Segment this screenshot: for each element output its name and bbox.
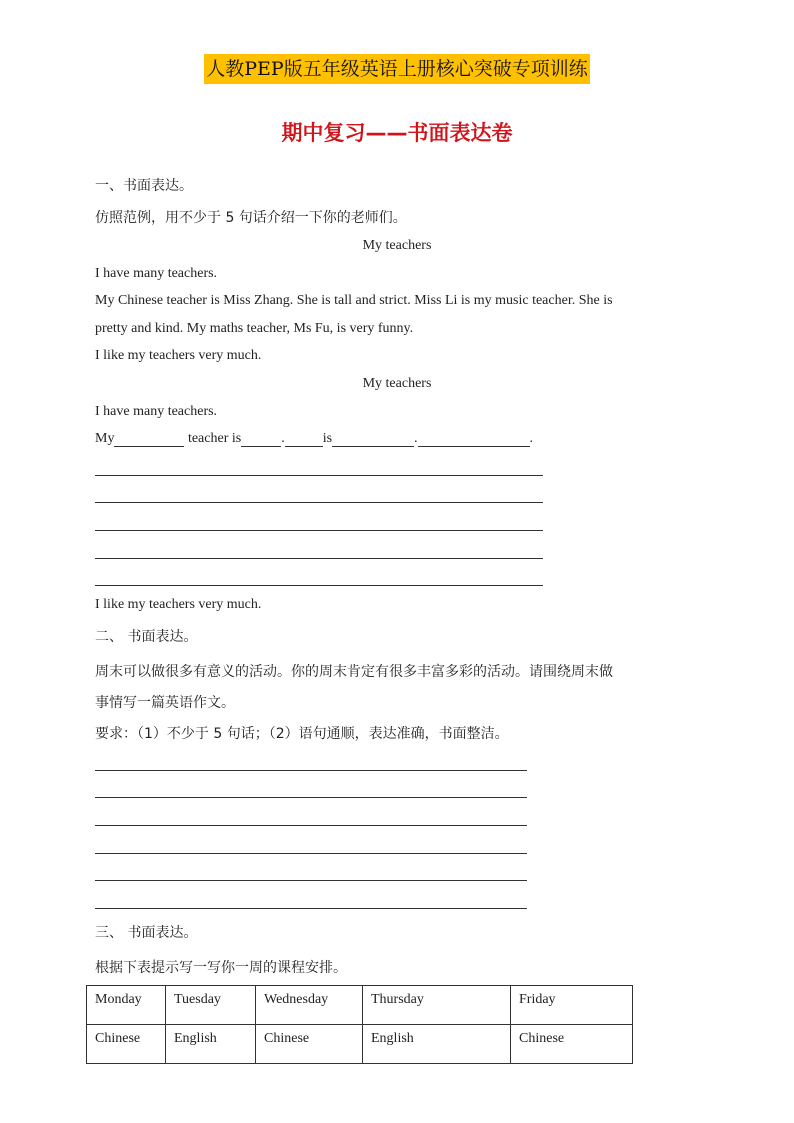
- writing-line[interactable]: [95, 880, 527, 881]
- example-line: I have many teachers.: [95, 266, 218, 281]
- task-first-line: I have many teachers.: [95, 404, 218, 419]
- task-last-line: I like my teachers very much.: [95, 597, 262, 612]
- section2-heading: 二、 书面表达。: [95, 629, 198, 645]
- writing-line[interactable]: [95, 770, 527, 771]
- table-header-row: [87, 986, 633, 1025]
- writing-line[interactable]: [95, 475, 543, 476]
- fill-blank[interactable]: [418, 432, 530, 447]
- writing-line[interactable]: [95, 797, 527, 798]
- table-row: [87, 1025, 633, 1064]
- task-title: My teachers: [362, 376, 432, 391]
- prompt-word: teacher is: [187, 431, 242, 446]
- table-cell: Chinese: [511, 1025, 633, 1064]
- fill-blank[interactable]: [285, 432, 323, 447]
- page-title: 期中复习——书面表达卷: [281, 121, 513, 145]
- fill-blank[interactable]: [241, 432, 281, 447]
- writing-line[interactable]: [95, 853, 527, 854]
- series-banner: [0, 54, 794, 84]
- prompt-word: .: [281, 431, 285, 446]
- prompt-word: My: [95, 431, 115, 446]
- section2-instruction: 周末可以做很多有意义的活动。你的周末肯定有很多丰富多彩的活动。请围绕周末做: [95, 664, 613, 680]
- table-header-cell: Tuesday: [166, 986, 256, 1025]
- example-title: My teachers: [362, 238, 432, 253]
- section2-instruction: 事情写一篇英语作文。: [95, 695, 235, 711]
- fill-blank[interactable]: [332, 432, 414, 447]
- schedule-table: [86, 985, 633, 1064]
- table-cell: Chinese: [87, 1025, 166, 1064]
- example-line: pretty and kind. My maths teacher, Ms Fu, is very funny.: [95, 321, 414, 336]
- table-header-cell: Thursday: [363, 986, 511, 1025]
- section2-requirement: 要求：（1）不少于 5 句话；（2）语句通顺，表达准确，书面整洁。: [95, 726, 509, 742]
- writing-line[interactable]: [95, 558, 543, 559]
- writing-line[interactable]: [95, 585, 543, 586]
- writing-line[interactable]: [95, 825, 527, 826]
- table-cell: English: [166, 1025, 256, 1064]
- prompt-word: .: [414, 431, 418, 446]
- table-header-cell: Wednesday: [256, 986, 363, 1025]
- table-header-cell: Monday: [87, 986, 166, 1025]
- table-header-cell: Friday: [511, 986, 633, 1025]
- prompt-word: .: [529, 431, 534, 446]
- writing-line[interactable]: [95, 908, 527, 909]
- example-line: I like my teachers very much.: [95, 348, 262, 363]
- writing-line[interactable]: [95, 502, 543, 503]
- prompt-word: is: [322, 431, 333, 446]
- section3-instruction: 根据下表提示写一写你一周的课程安排。: [95, 960, 347, 976]
- table-cell: English: [363, 1025, 511, 1064]
- section3-heading: 三、 书面表达。: [95, 925, 198, 941]
- table-cell: Chinese: [256, 1025, 363, 1064]
- task-prompt-line: [95, 431, 533, 447]
- writing-line[interactable]: [95, 530, 543, 531]
- section1-instruction: 仿照范例，用不少于 5 句话介绍一下你的老师们。: [95, 210, 407, 226]
- section1-heading: 一、书面表达。: [95, 178, 193, 194]
- series-banner-text: 人教PEP版五年级英语上册核心突破专项训练: [204, 54, 589, 84]
- example-line: My Chinese teacher is Miss Zhang. She is tall and strict. Miss Li is my music teacher. She is: [95, 293, 613, 308]
- fill-blank[interactable]: [114, 432, 184, 447]
